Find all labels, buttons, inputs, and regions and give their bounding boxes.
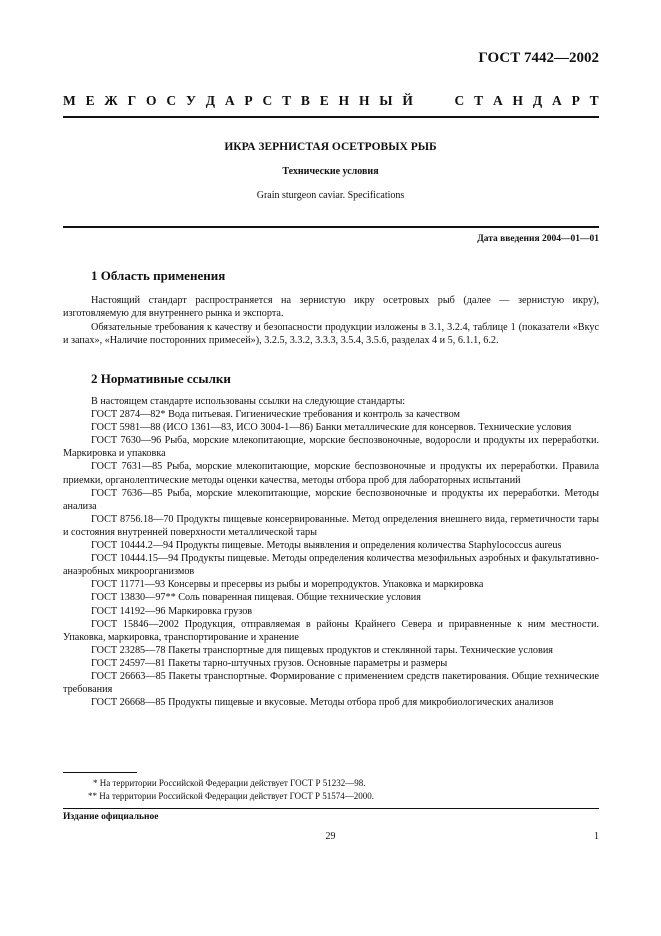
banner-letter: Д: [205, 93, 215, 108]
reference-item: ГОСТ 15846—2002 Продукция, отправляемая в районы Крайнего Севера и приравненные к ним местности. Упаковка, маркировка, транспортирование и хранение: [63, 618, 599, 643]
banner-letter: Н: [338, 93, 350, 108]
reference-item: ГОСТ 23285—78 Пакеты транспортные для пищевых продуктов и стеклянной тары. Технические условия: [91, 644, 553, 656]
reference-item: ГОСТ 10444.15—94 Продукты пищевые. Методы определения количества мезофильных аэробных и факультативно-анаэробных микроорганизмов: [63, 553, 599, 578]
banner-letter: С: [454, 93, 465, 108]
banner-letter: Р: [244, 93, 253, 108]
banner-letter: Й: [402, 93, 413, 108]
banner-letter: Ы: [379, 93, 393, 108]
banner-letter: Т: [589, 93, 599, 108]
reference-item: ГОСТ 2874—82* Вода питьевая. Гигиенические требования и контроль за качеством: [91, 409, 460, 421]
page-number: 29: [325, 831, 336, 842]
footnotes: [63, 777, 599, 803]
footnote-1: * На территории Российской Федерации действует ГОСТ Р 51232—98.: [93, 778, 366, 788]
banner-letter: В: [300, 93, 310, 108]
reference-item: ГОСТ 5981—88 (ИСО 1361—83, ИСО 3004-1—86) Банки металлические для консервов. Технические условия: [91, 422, 572, 434]
sheet-number: 1: [594, 831, 599, 842]
banner-letter: С: [262, 93, 273, 108]
reference-item: ГОСТ 26668—85 Продукты пищевые и вкусовые. Методы отбора проб для микробиологических анализов: [91, 697, 554, 709]
english-title: Grain sturgeon caviar. Specifications: [256, 190, 405, 201]
top-rule: [63, 116, 599, 118]
reference-item: ГОСТ 7636—85 Рыба, морские млекопитающие, морские беспозвоночные и продукты их переработки. Методы анализа: [63, 487, 599, 512]
reference-item: ГОСТ 7631—85 Рыба, морские млекопитающие, морские беспозвоночные и продукты их переработки. Правила приемки, органолептические методы оценки качества, методы отбора проб для лабораторных испытаний: [63, 461, 599, 486]
section-2-heading: 2 Нормативные ссылки: [91, 371, 231, 386]
footnote-rule: [63, 772, 137, 773]
banner-letter: Н: [358, 93, 370, 108]
banner-letter: С: [166, 93, 177, 108]
banner-letter: Н: [512, 93, 524, 108]
banner-letter: М: [63, 93, 76, 108]
banner-letter: Д: [532, 93, 543, 108]
banner-gap: [423, 93, 445, 109]
banner-letter: А: [552, 93, 562, 108]
bottom-rule: [63, 808, 599, 809]
reference-item: ГОСТ 7630—96 Рыба, морские млекопитающие, морские беспозвоночные, водоросли и продукты их переработки. Маркировка и упаковка: [63, 435, 599, 460]
banner-letter: Р: [571, 93, 580, 108]
banner-letter: А: [224, 93, 235, 108]
banner-letter: Ж: [104, 93, 118, 108]
banner-letter: У: [185, 93, 196, 108]
section-1-heading: 1 Область применения: [91, 268, 226, 283]
section-1-paragraph-1: Настоящий стандарт распространяется на зернистую икру осетровых рыб (далее — зернистую икру), изготовляемую для внутреннего рынка и экспорта.: [63, 295, 599, 320]
edition-label: Издание официальное: [63, 812, 159, 822]
reference-item: ГОСТ 10444.2—94 Продукты пищевые. Методы выявления и определения количества Staphylococcus aureus: [91, 540, 562, 552]
banner-letter: Г: [127, 93, 137, 108]
reference-item: ГОСТ 8756.18—70 Продукты пищевые консервированные. Метод определения внешнего вида, герметичности тары и состояния внутренней поверхности металлической тары: [63, 513, 599, 538]
banner-letter: Т: [474, 93, 484, 108]
banner-letter: Т: [282, 93, 292, 108]
section-1-paragraph-2: Обязательные требования к качеству и безопасности продукции изложены в 3.1, 3.2.4, таблице 1 (показатели «Вкус и запах», «Наличие посторонних примесей»), 3.2.5, 3.3.2, 3.3.3, 3.5.4, 3.5.6, разделах 4 и 5, 6.1.1, 6.2.: [63, 322, 599, 347]
introduction-date: Дата введения 2004—01—01: [477, 234, 599, 244]
document-title: ИКРА ЗЕРНИСТАЯ ОСЕТРОВЫХ РЫБ: [224, 141, 437, 153]
banner-letter: Е: [85, 93, 95, 108]
document-subtitle: Технические условия: [282, 166, 379, 177]
footnote-2: ** На территории Российской Федерации действует ГОСТ Р 51574—2000.: [88, 791, 374, 801]
standard-banner: [63, 93, 599, 109]
reference-item: ГОСТ 13830—97** Соль поваренная пищевая. Общие технические условия: [91, 592, 421, 604]
reference-item: ГОСТ 14192—96 Маркировка грузов: [91, 605, 253, 617]
reference-item: ГОСТ 26663—85 Пакеты транспортные. Формирование с применением средств пакетирования. Общие технические требования: [63, 670, 599, 696]
banner-letter: О: [146, 93, 157, 108]
banner-letter: А: [492, 93, 503, 108]
middle-rule: [63, 226, 599, 228]
reference-item: ГОСТ 11771—93 Консервы и пресервы из рыбы и морепродуктов. Упаковка и маркировка: [91, 579, 484, 591]
reference-item: ГОСТ 24597—81 Пакеты тарно-штучных грузов. Основные параметры и размеры: [91, 657, 448, 669]
banner-letter: Е: [319, 93, 329, 108]
document-id: ГОСТ 7442—2002: [478, 50, 599, 66]
references-list: [63, 395, 599, 709]
reference-item: В настоящем стандарте использованы ссылки на следующие стандарты:: [91, 396, 406, 407]
